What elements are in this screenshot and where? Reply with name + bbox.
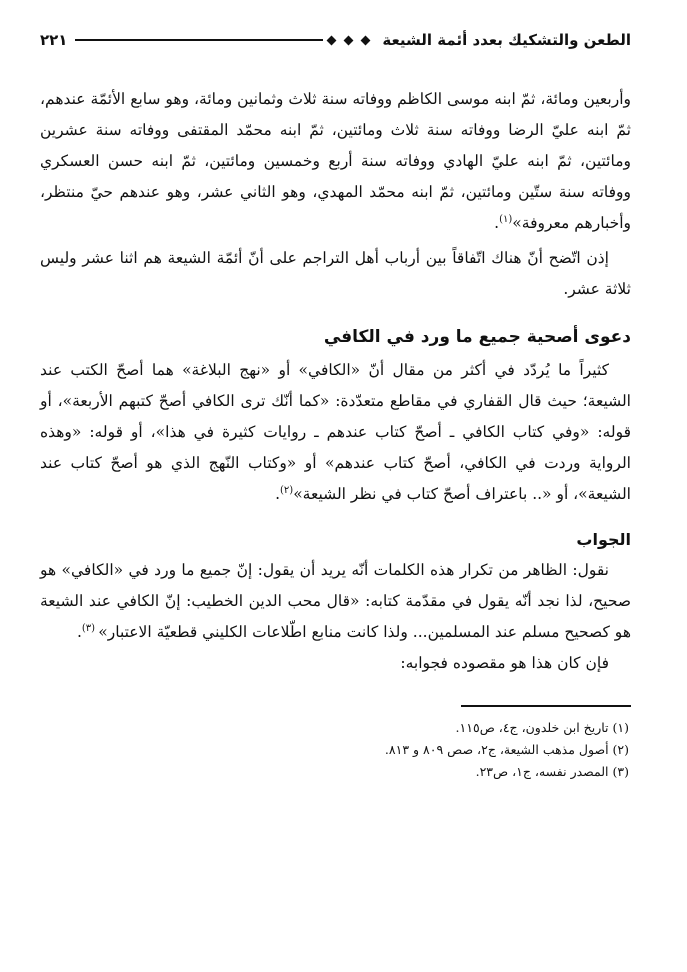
footnote-ref: (٢) [280, 484, 294, 496]
answer-heading: الجواب [576, 530, 631, 549]
paragraph-text: كثيراً ما يُردّد في أكثر من مقال أنّ «الكافي» أو «نهج البلاغة» هما أصحّ الكتب عند الشيعة؛ حيث قال القفاري في مقاطع متعدّدة: «كما أنّك ترى الكافي أصحّ كتبهم الأربعة»، أو قوله: «وفي كتاب الكافي ـ أصحّ كتاب عندهم ـ روايات كثيرة في هذا»، أو قوله: «وهذه الرواية وردت في الكافي، أصحّ كتاب عندهم» أو «وكتاب النّهج الذي هو أصحّ كتاب عند الشيعة»، أو «.. باعتراف أصحّ كتاب في نظر الشيعة» [40, 361, 631, 503]
paragraph-closing: فإن كان هذا هو مقصوده فجوابه: [400, 654, 609, 672]
running-header [40, 20, 631, 60]
ornament-line [75, 39, 323, 41]
ornament-diamond-icon [361, 35, 371, 45]
header-ornament [75, 37, 374, 44]
paragraph-text: نقول: الظاهر من تكرار هذه الكلمات أنّه يريد أن يقول: إنّ جميع ما ورد في «الكافي» هو صحيح، لذا نجد أنّه يقول في مقدّمة كتابه: «قال محب الدين الخطيب: إنّ الكافي عند الشيعة هو كصحيح مسلم عند المسلمين... ولذا كانت منابع اطّلاعات الكليني قطعيّة الاعتبار» [40, 561, 631, 641]
footnote-1: (١) تاريخ ابن خلدون، ج٤، ص١١٥. [455, 719, 629, 735]
book-page [40, 20, 631, 952]
page-number: ٢٢١ [40, 31, 68, 49]
ornament-diamond-icon [344, 35, 354, 45]
footnote-ref: (٣) [81, 622, 99, 634]
footnote-divider [461, 705, 631, 707]
footnote-2: (٢) أصول مذهب الشيعة، ج٢، صص ٨٠٩ و ٨١٣. [384, 741, 629, 757]
footnote-ref: (١) [499, 213, 513, 225]
ornament-diamond-icon [327, 35, 337, 45]
section-heading: دعوى أصحية جميع ما ورد في الكافي [323, 327, 631, 347]
paragraph-text: وأربعين ومائة، ثمّ ابنه موسى الكاظم ووفاته سنة ثلاث وثمانين ومائة، وهو سابع الأئمّة عندهم، ثمّ ابنه عليّ الرضا ووفاته سنة ثلاث ومائتين، ثمّ ابنه محمّد المقتفى ووفاته سنة عشرين ومائتين، ثمّ ابنه عليّ الهادي ووفاته سنة أربع وخمسين ومائتين، ثمّ ابنه حسن العسكري ووفاته سنة ستّين ومائتين، ثمّ ابنه محمّد المهدي، وهو الثاني عشر، وهو عندهم حيّ منتظر، وأخبارهم معروفة» [40, 90, 631, 232]
paragraph-conclusion: إذن اتّضح أنّ هناك اتّفاقاً بين أرباب أهل التراجم على أنّ أئمّة الشيعة هم اثنا عشر وليس ثلاثة عشر. [40, 249, 631, 298]
paragraph-claim: كثيراً ما يُردّد في أكثر من مقال أنّ «الكافي» أو «نهج البلاغة» هما أصحّ الكتب عند الشيعة؛ حيث قال القفاري في مقاطع متعدّدة: «كما أنّك ترى الكافي أصحّ كتبهم الأربعة»، أو قوله: «وفي كتاب الكافي ـ أصحّ كتاب عندهم ـ روايات كثيرة في هذا»، أو قوله: «وهذه الرواية وردت في الكافي، أصحّ كتاب عندهم» أو «وكتاب النّهج الذي هو أصحّ كتاب عند الشيعة»، أو «.. باعتراف أصحّ كتاب في نظر الشيعة»$^{(٢)}$. [40, 361, 631, 503]
paragraph-answer: نقول: الظاهر من تكرار هذه الكلمات أنّه يريد أن يقول: إنّ جميع ما ورد في «الكافي» هو صحيح، لذا نجد أنّه يقول في مقدّمة كتابه: «قال محب الدين الخطيب: إنّ الكافي عند الشيعة هو كصحيح مسلم عند المسلمين... ولذا كانت منابع اطّلاعات الكليني قطعيّة الاعتبار» $^{(٣)}$. [40, 561, 631, 641]
footnote-3: (٣) المصدر نفسه، ج١، ص٢٣. [475, 763, 629, 779]
header-title: الطعن والتشكيك بعدد أئمة الشيعة [382, 31, 631, 49]
footnotes [40, 717, 631, 783]
paragraph-continuation: وأربعين ومائة، ثمّ ابنه موسى الكاظم ووفاته سنة ثلاث وثمانين ومائة، وهو سابع الأئمّة عندهم، ثمّ ابنه عليّ الرضا ووفاته سنة ثلاث ومائتين، ثمّ ابنه محمّد المقتفى ووفاته سنة عشرين ومائتين، ثمّ ابنه عليّ الهادي ووفاته سنة أربع وخمسين ومائتين، ثمّ ابنه حسن العسكري ووفاته سنة ستّين ومائتين، ثمّ ابنه محمّد المهدي، وهو الثاني عشر، وهو عندهم حيّ منتظر، وأخبارهم معروفة»$^{(١)}$. [40, 90, 631, 232]
